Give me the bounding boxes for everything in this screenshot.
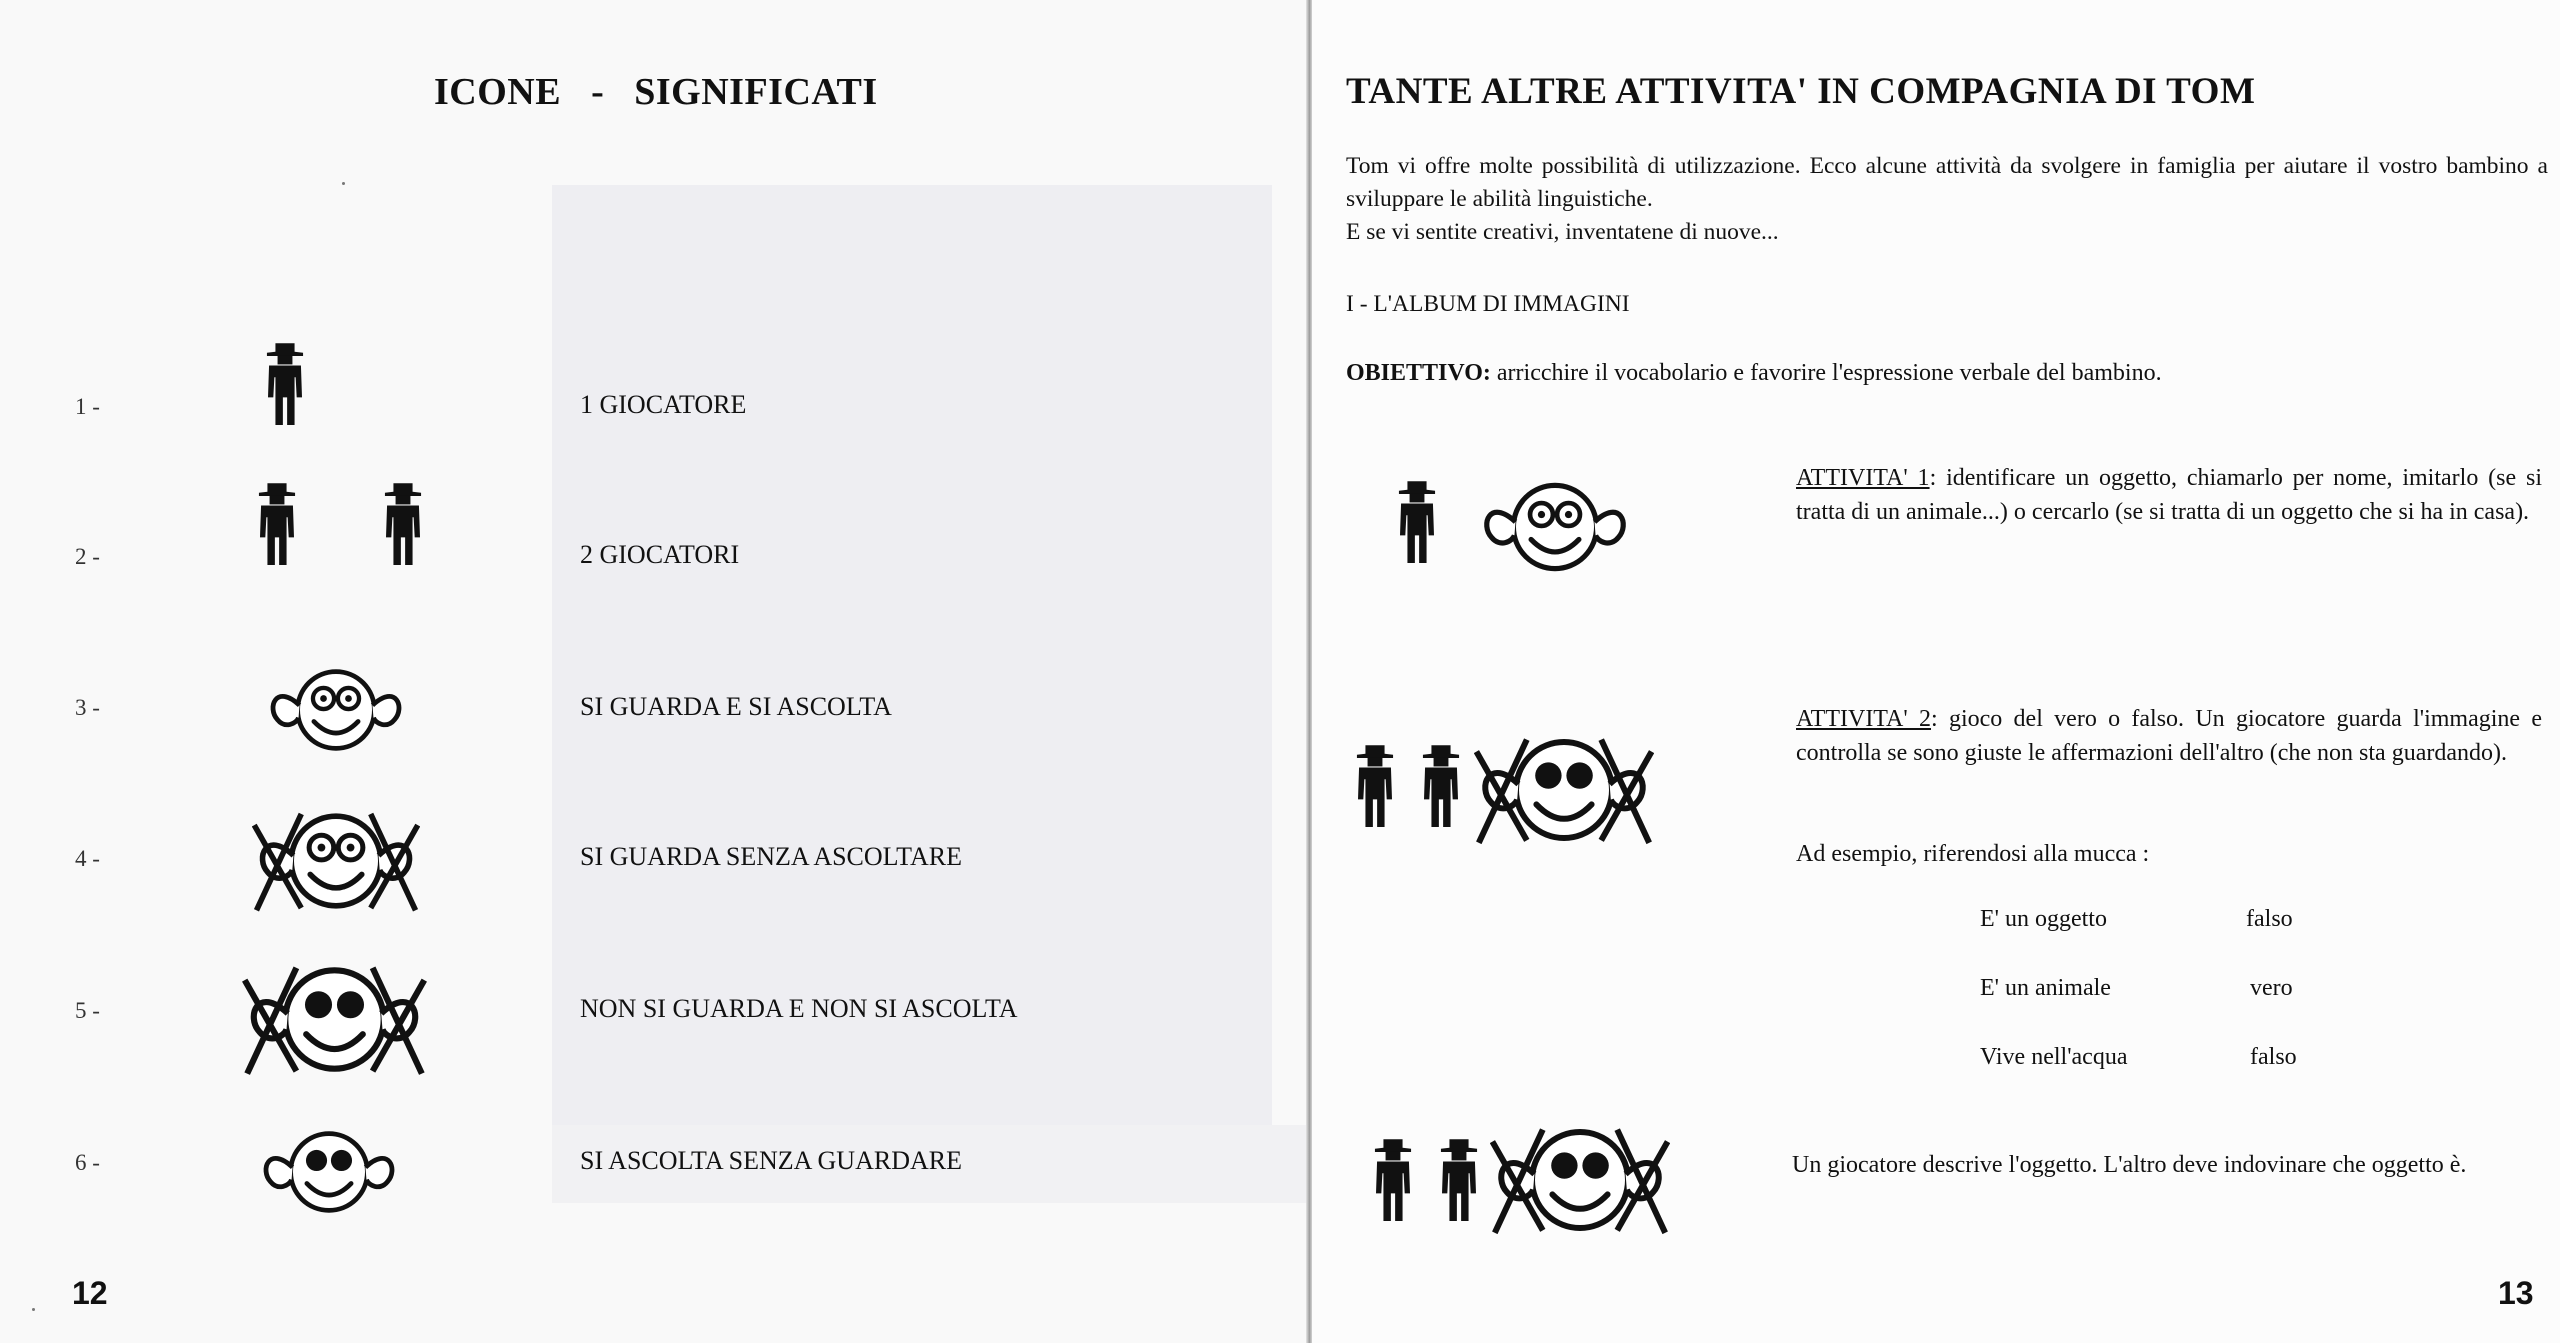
example-statement: E' un oggetto [1980,906,2107,932]
objective-label: OBIETTIVO: [1346,360,1491,386]
intro-text: Tom vi offre molte possibilità di utilizzazione. Ecco alcune attività da svolgere in famiglia per aiutare il vostro bambino a sviluppare le abilità linguistiche. [1346,153,2548,212]
player-icon [1392,478,1442,563]
player-icon [1434,1136,1484,1221]
activity-2-label: ATTIVITA' 2 [1796,706,1931,732]
page-title: TANTE ALTRE ATTIVITA' IN COMPAGNIA DI TOM [1346,71,2256,112]
face-looking-listening-icon [1477,475,1633,579]
intro-text-2: E se vi sentite creativi, inventatene di nuove... [1346,219,1779,245]
example-statement: E' un animale [1980,975,2111,1001]
example-answer: falso [2250,1044,2297,1070]
activity-3: Un giocatore descrive l'oggetto. L'altro deve indovinare che oggetto è. [1792,1152,2467,1178]
right-page [1312,0,2560,1343]
activity-1 [1796,461,2542,529]
example-intro: Ad esempio, riferendosi alla mucca : [1796,841,2150,867]
activity-1-text: : identificare un oggetto, chiamarlo per nome, imitarlo (se si tratta di un animale...) o cercarlo (se si tratta di un oggetto che si ha in casa). [1796,465,2543,525]
item-number: 1 - [75,394,100,419]
objective-text: arricchire il vocabolario e favorire l'espressione verbale del bambino. [1496,360,2162,386]
item-label: NON SI GUARDA E NON SI ASCOLTA [580,994,1018,1023]
page-number: 12 [72,1275,108,1311]
item-number: 3 - [75,695,100,720]
item-label: 1 GIOCATORE [580,390,747,419]
face-eyes-ears-crossed-icon [1490,1120,1670,1240]
item-number: 2 - [75,544,100,569]
activity-2 [1796,702,2542,770]
item-label: SI ASCOLTA SENZA GUARDARE [580,1146,962,1175]
face-looking-listening-icon [264,662,408,758]
player-icon [378,480,428,565]
player-icon [1368,1136,1418,1221]
item-number: 5 - [75,998,100,1023]
item-number: 6 - [75,1150,100,1175]
face-ears-crossed-icon [252,805,420,917]
face-eyes-ears-crossed-icon [242,958,427,1081]
page-number: 13 [2498,1275,2534,1311]
face-eyes-closed-icon [236,1124,422,1220]
player-icon [252,480,302,565]
page-title: ICONE - SIGNIFICATI [434,71,878,113]
example-statement: Vive nell'acqua [1980,1044,2128,1070]
intro-paragraph [1346,150,2548,249]
item-label: SI GUARDA SENZA ASCOLTARE [580,842,962,871]
example-answer: vero [2250,975,2293,1001]
player-icon [1416,742,1466,827]
example-answer: falso [2246,906,2293,932]
item-number: 4 - [75,846,100,871]
section-heading: I - L'ALBUM DI IMMAGINI [1346,291,1630,317]
activity-1-label: ATTIVITA' 1 [1796,465,1930,491]
item-label: SI GUARDA E SI ASCOLTA [580,692,892,721]
face-eyes-ears-crossed-icon [1474,730,1654,850]
activity-2-text: : gioco del vero o falso. Un giocatore guarda l'immagine e controlla se sono giuste le affermazioni dell'altro (che non sta guardando). [1796,706,2543,766]
player-icon [260,340,310,425]
player-icon [1350,742,1400,827]
item-label: 2 GIOCATORI [580,540,740,569]
objective [1346,357,2162,390]
